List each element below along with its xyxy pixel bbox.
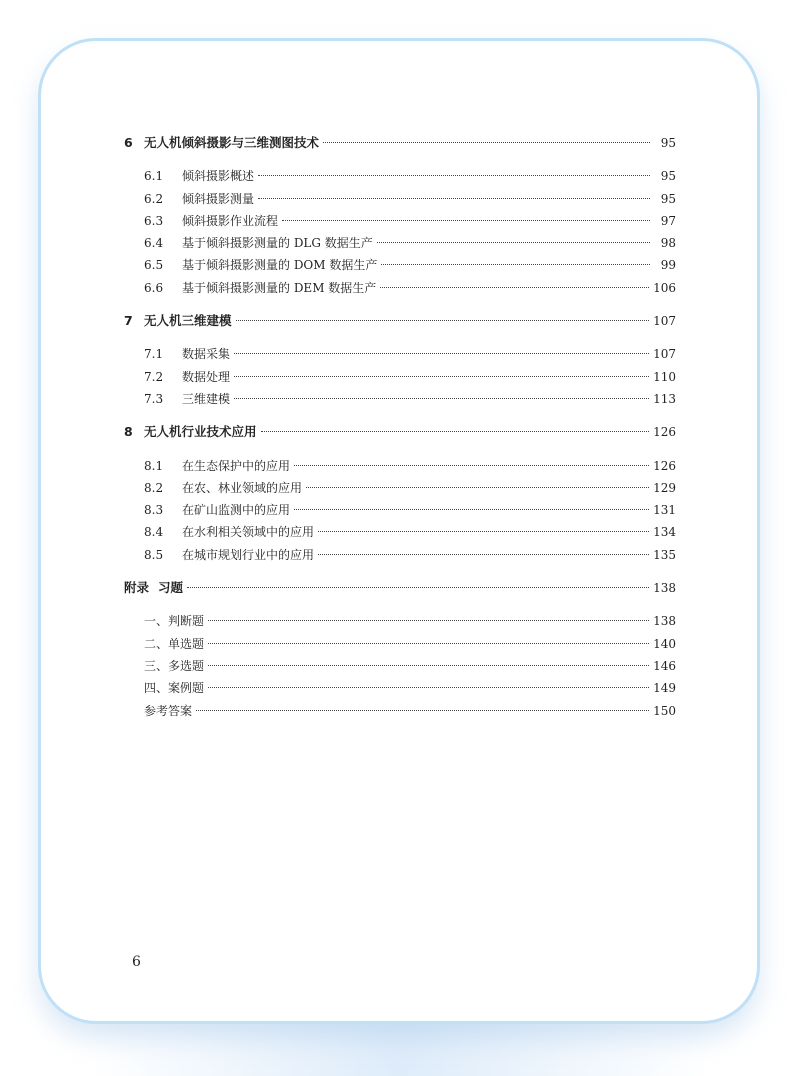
toc-appendix-item[interactable] (124, 610, 676, 632)
appendix-item-title: 三、多选题 (144, 658, 205, 673)
section-number: 8.2 (144, 480, 164, 495)
page-ref: 98 (660, 236, 676, 251)
toc-section-entry[interactable] (124, 521, 676, 543)
spacer (124, 410, 676, 421)
section-number: 8.4 (144, 525, 164, 540)
dot-leader (318, 554, 649, 555)
spacer (124, 299, 676, 310)
section-number: 8.3 (144, 503, 164, 518)
toc-section-entry[interactable] (124, 277, 676, 299)
spacer (124, 566, 676, 577)
section-title: 基于倾斜摄影测量的 DLG 数据生产 (182, 236, 373, 251)
section-title: 数据采集 (182, 347, 231, 362)
toc-chapter-entry[interactable] (124, 132, 676, 154)
section-title: 在农、林业领域的应用 (182, 480, 303, 495)
toc-section-entry[interactable] (124, 366, 676, 388)
section-number: 6.5 (144, 258, 164, 273)
toc-chapter-entry[interactable] (124, 421, 676, 443)
page-ref: 150 (653, 703, 676, 718)
dot-leader (261, 431, 650, 432)
page-ref: 126 (653, 425, 676, 440)
page-ref: 135 (653, 547, 676, 562)
section-number: 7.3 (144, 391, 164, 406)
toc-section-entry[interactable] (124, 254, 676, 276)
section-number: 6.2 (144, 191, 164, 206)
toc-section-entry[interactable] (124, 188, 676, 210)
dot-leader (208, 665, 649, 666)
dot-leader (236, 320, 650, 321)
page-ref: 107 (653, 347, 676, 362)
section-title: 三维建模 (182, 391, 231, 406)
dot-leader (294, 465, 649, 466)
toc-appendix-item[interactable] (124, 700, 676, 722)
dot-leader (234, 398, 649, 399)
chapter-number: 7 (124, 313, 133, 329)
page-ref: 97 (660, 213, 676, 228)
dot-leader (377, 242, 650, 243)
toc-appendix-item[interactable] (124, 655, 676, 677)
toc-appendix-item[interactable] (124, 677, 676, 699)
page-ref: 149 (653, 681, 676, 696)
dot-leader (323, 142, 650, 143)
page-ref: 113 (653, 391, 676, 406)
toc-section-entry[interactable] (124, 455, 676, 477)
toc-section-entry[interactable] (124, 477, 676, 499)
chapter-title: 无人机倾斜摄影与三维测图技术 (144, 135, 320, 150)
section-title: 倾斜摄影测量 (182, 191, 255, 206)
dot-leader (282, 220, 650, 221)
appendix-title: 习题 (158, 580, 184, 596)
dot-leader (187, 587, 649, 588)
section-number: 6.1 (144, 169, 164, 184)
section-number: 7.1 (144, 347, 164, 362)
dot-leader (381, 264, 650, 265)
section-number: 8.1 (144, 458, 164, 473)
spacer (124, 444, 676, 455)
section-title: 在城市规划行业中的应用 (182, 547, 315, 562)
toc-section-entry[interactable] (124, 499, 676, 521)
dot-leader (306, 487, 649, 488)
page-ref: 95 (660, 169, 676, 184)
page-ref: 138 (653, 581, 676, 596)
spacer (124, 599, 676, 610)
dot-leader (380, 287, 649, 288)
section-number: 7.2 (144, 369, 164, 384)
dot-leader (234, 353, 649, 354)
page-ref: 95 (660, 191, 676, 206)
toc-section-entry[interactable] (124, 210, 676, 232)
dot-leader (208, 643, 649, 644)
page-number: 6 (132, 954, 141, 970)
page-ref: 134 (653, 525, 676, 540)
dot-leader (318, 531, 649, 532)
appendix-item-title: 参考答案 (144, 703, 193, 718)
page-ref: 126 (653, 458, 676, 473)
page-ref: 107 (653, 314, 676, 329)
toc-section-entry[interactable] (124, 544, 676, 566)
section-title: 基于倾斜摄影测量的 DOM 数据生产 (182, 258, 378, 273)
appendix-item-title: 四、案例题 (144, 681, 205, 696)
spacer (124, 154, 676, 165)
page-ref: 140 (653, 636, 676, 651)
dot-leader (208, 620, 649, 621)
toc-section-entry[interactable] (124, 232, 676, 254)
toc-appendix-entry[interactable] (124, 577, 676, 599)
toc-appendix-item[interactable] (124, 633, 676, 655)
section-title: 基于倾斜摄影测量的 DEM 数据生产 (182, 280, 377, 295)
section-title: 倾斜摄影概述 (182, 169, 255, 184)
section-number: 8.5 (144, 547, 164, 562)
section-title: 在水利相关领域中的应用 (182, 525, 315, 540)
appendix-label: 附录 (124, 580, 150, 596)
page-ref: 110 (653, 369, 676, 384)
page-ref: 106 (653, 280, 676, 295)
page-ref: 129 (653, 480, 676, 495)
section-title: 在生态保护中的应用 (182, 458, 291, 473)
toc-section-entry[interactable] (124, 388, 676, 410)
section-title: 倾斜摄影作业流程 (182, 213, 279, 228)
chapter-title: 无人机行业技术应用 (144, 424, 257, 440)
section-title: 数据处理 (182, 369, 231, 384)
section-number: 6.4 (144, 236, 164, 251)
table-of-contents (124, 132, 676, 722)
page-ref: 99 (660, 258, 676, 273)
dot-leader (294, 509, 649, 510)
section-title: 在矿山监测中的应用 (182, 503, 291, 518)
spacer (124, 332, 676, 343)
chapter-number: 8 (124, 424, 133, 440)
page-ref: 95 (660, 136, 676, 150)
page-ref: 131 (653, 503, 676, 518)
dot-leader (196, 710, 649, 711)
section-number: 6.3 (144, 213, 164, 228)
dot-leader (258, 175, 650, 176)
page-ref: 146 (653, 658, 676, 673)
dot-leader (258, 198, 650, 199)
dot-leader (234, 376, 649, 377)
toc-section-entry[interactable] (124, 165, 676, 187)
toc-section-entry[interactable] (124, 343, 676, 365)
chapter-number: 6 (124, 135, 133, 150)
page-ref: 138 (653, 614, 676, 629)
appendix-item-title: 一、判断题 (144, 614, 205, 629)
toc-chapter-entry[interactable] (124, 310, 676, 332)
appendix-item-title: 二、单选题 (144, 636, 205, 651)
chapter-title: 无人机三维建模 (144, 313, 232, 329)
section-number: 6.6 (144, 280, 164, 295)
dot-leader (208, 687, 649, 688)
